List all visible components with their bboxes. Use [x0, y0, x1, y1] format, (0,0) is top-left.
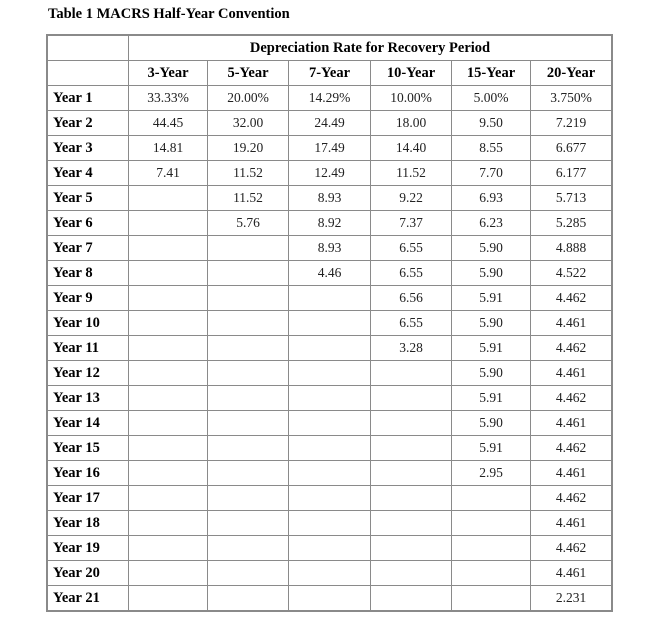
- rate-cell: 10.00%: [371, 86, 452, 111]
- column-header: 3-Year: [129, 61, 208, 86]
- table-row: [48, 286, 612, 311]
- rate-cell: 17.49: [289, 136, 371, 161]
- rate-cell: [452, 486, 531, 511]
- row-label: Year 2: [48, 111, 129, 136]
- rate-cell: 9.22: [371, 186, 452, 211]
- table-row: [48, 261, 612, 286]
- rate-cell: 6.55: [371, 261, 452, 286]
- rate-cell: [289, 561, 371, 586]
- rate-cell: 6.56: [371, 286, 452, 311]
- rate-cell: 4.462: [531, 436, 612, 461]
- rate-cell: 5.90: [452, 236, 531, 261]
- row-label: Year 14: [48, 411, 129, 436]
- rate-cell: [129, 586, 208, 611]
- rate-cell: [208, 586, 289, 611]
- column-header-row: [48, 61, 612, 86]
- rate-cell: [452, 536, 531, 561]
- table-title: Table 1 MACRS Half-Year Convention: [48, 6, 290, 22]
- rate-cell: 4.461: [531, 311, 612, 336]
- rate-cell: 11.52: [208, 186, 289, 211]
- table-row: [48, 161, 612, 186]
- table-row: [48, 461, 612, 486]
- rate-cell: 8.93: [289, 236, 371, 261]
- row-label: Year 9: [48, 286, 129, 311]
- rate-cell: 5.76: [208, 211, 289, 236]
- rate-cell: 44.45: [129, 111, 208, 136]
- rate-cell: [129, 186, 208, 211]
- rate-cell: [289, 536, 371, 561]
- table-row: [48, 436, 612, 461]
- rate-cell: [371, 511, 452, 536]
- rate-cell: [452, 586, 531, 611]
- row-label: Year 13: [48, 386, 129, 411]
- rate-cell: [371, 486, 452, 511]
- rate-cell: 6.93: [452, 186, 531, 211]
- row-label: Year 3: [48, 136, 129, 161]
- rate-cell: [371, 411, 452, 436]
- rate-cell: [371, 361, 452, 386]
- row-label: Year 16: [48, 461, 129, 486]
- row-label: Year 18: [48, 511, 129, 536]
- rate-cell: [129, 261, 208, 286]
- column-header: 20-Year: [531, 61, 612, 86]
- row-label: Year 8: [48, 261, 129, 286]
- rate-cell: [289, 411, 371, 436]
- corner-cell: [48, 36, 129, 61]
- table-row: [48, 211, 612, 236]
- rate-cell: 8.93: [289, 186, 371, 211]
- rate-cell: [129, 336, 208, 361]
- column-header: 7-Year: [289, 61, 371, 86]
- rate-cell: 4.461: [531, 411, 612, 436]
- rate-cell: [129, 561, 208, 586]
- rate-cell: [371, 386, 452, 411]
- rate-cell: [208, 336, 289, 361]
- rate-cell: 5.285: [531, 211, 612, 236]
- rate-cell: [371, 536, 452, 561]
- rate-cell: 5.90: [452, 411, 531, 436]
- table-row: [48, 336, 612, 361]
- row-label: Year 4: [48, 161, 129, 186]
- rate-cell: [208, 411, 289, 436]
- rate-cell: [371, 461, 452, 486]
- row-label: Year 17: [48, 486, 129, 511]
- rate-cell: 5.91: [452, 286, 531, 311]
- group-header-row: [48, 36, 612, 61]
- row-label: Year 7: [48, 236, 129, 261]
- rate-cell: 12.49: [289, 161, 371, 186]
- rate-cell: [289, 586, 371, 611]
- rate-cell: 2.231: [531, 586, 612, 611]
- rate-cell: 6.677: [531, 136, 612, 161]
- rate-cell: [208, 536, 289, 561]
- rate-cell: [371, 561, 452, 586]
- table-row: [48, 511, 612, 536]
- row-label: Year 1: [48, 86, 129, 111]
- rate-cell: 4.522: [531, 261, 612, 286]
- rate-cell: [289, 336, 371, 361]
- rate-cell: [289, 286, 371, 311]
- table-row: [48, 486, 612, 511]
- rate-cell: [289, 311, 371, 336]
- rate-cell: 33.33%: [129, 86, 208, 111]
- rate-cell: 4.46: [289, 261, 371, 286]
- rate-cell: 6.23: [452, 211, 531, 236]
- rate-cell: [208, 561, 289, 586]
- rate-cell: [208, 461, 289, 486]
- rate-cell: 8.92: [289, 211, 371, 236]
- rate-cell: [129, 536, 208, 561]
- rate-cell: [208, 361, 289, 386]
- rate-cell: [129, 486, 208, 511]
- rate-cell: [208, 511, 289, 536]
- rate-cell: 2.95: [452, 461, 531, 486]
- rate-cell: [289, 511, 371, 536]
- row-label: Year 12: [48, 361, 129, 386]
- table-row: [48, 111, 612, 136]
- table-row: [48, 86, 612, 111]
- rate-cell: 14.29%: [289, 86, 371, 111]
- rate-cell: [129, 436, 208, 461]
- rate-cell: 4.462: [531, 286, 612, 311]
- rate-cell: 4.462: [531, 486, 612, 511]
- rate-cell: [371, 436, 452, 461]
- rate-cell: [208, 386, 289, 411]
- rate-cell: 4.461: [531, 511, 612, 536]
- rate-cell: 3.750%: [531, 86, 612, 111]
- table-row: [48, 586, 612, 611]
- rate-cell: [129, 286, 208, 311]
- column-header: 5-Year: [208, 61, 289, 86]
- rate-cell: 7.37: [371, 211, 452, 236]
- rate-cell: 4.461: [531, 461, 612, 486]
- rate-cell: [129, 311, 208, 336]
- rate-cell: [208, 286, 289, 311]
- rate-cell: 5.91: [452, 436, 531, 461]
- table-row: [48, 311, 612, 336]
- table-row: [48, 411, 612, 436]
- rate-cell: 4.462: [531, 536, 612, 561]
- rate-cell: 6.177: [531, 161, 612, 186]
- column-header: 15-Year: [452, 61, 531, 86]
- rate-cell: [371, 586, 452, 611]
- macrs-table: [47, 35, 612, 611]
- rate-cell: 7.41: [129, 161, 208, 186]
- rate-cell: [208, 236, 289, 261]
- rate-cell: [129, 511, 208, 536]
- rate-cell: 18.00: [371, 111, 452, 136]
- rate-cell: [129, 461, 208, 486]
- row-label: Year 15: [48, 436, 129, 461]
- rate-cell: 5.91: [452, 336, 531, 361]
- corner-cell: [48, 61, 129, 86]
- rate-cell: 11.52: [371, 161, 452, 186]
- group-header: Depreciation Rate for Recovery Period: [129, 36, 612, 61]
- row-label: Year 20: [48, 561, 129, 586]
- rate-cell: [289, 436, 371, 461]
- rate-cell: 4.461: [531, 361, 612, 386]
- rate-cell: [208, 261, 289, 286]
- rate-cell: 3.28: [371, 336, 452, 361]
- rate-cell: [129, 211, 208, 236]
- rate-cell: 9.50: [452, 111, 531, 136]
- rate-cell: 11.52: [208, 161, 289, 186]
- rate-cell: [208, 486, 289, 511]
- rate-cell: [129, 236, 208, 261]
- rate-cell: 5.90: [452, 311, 531, 336]
- rate-cell: 6.55: [371, 311, 452, 336]
- rate-cell: 5.90: [452, 261, 531, 286]
- rate-cell: [129, 361, 208, 386]
- table-row: [48, 386, 612, 411]
- rate-cell: [452, 561, 531, 586]
- rate-cell: 5.91: [452, 386, 531, 411]
- rate-cell: 32.00: [208, 111, 289, 136]
- rate-cell: [289, 361, 371, 386]
- rate-cell: [129, 386, 208, 411]
- rate-cell: [289, 461, 371, 486]
- rate-cell: 5.00%: [452, 86, 531, 111]
- rate-cell: 7.219: [531, 111, 612, 136]
- row-label: Year 5: [48, 186, 129, 211]
- rate-cell: [129, 411, 208, 436]
- row-label: Year 21: [48, 586, 129, 611]
- rate-cell: 8.55: [452, 136, 531, 161]
- rate-cell: 24.49: [289, 111, 371, 136]
- rate-cell: [452, 511, 531, 536]
- rate-cell: [289, 486, 371, 511]
- table-row: [48, 561, 612, 586]
- rate-cell: 4.888: [531, 236, 612, 261]
- column-header: 10-Year: [371, 61, 452, 86]
- rate-cell: 4.462: [531, 336, 612, 361]
- table-row: [48, 186, 612, 211]
- rate-cell: [208, 436, 289, 461]
- rate-cell: 6.55: [371, 236, 452, 261]
- rate-cell: 14.81: [129, 136, 208, 161]
- rate-cell: 14.40: [371, 136, 452, 161]
- table-row: [48, 236, 612, 261]
- rate-cell: [289, 386, 371, 411]
- rate-cell: 5.713: [531, 186, 612, 211]
- row-label: Year 11: [48, 336, 129, 361]
- rate-cell: 4.461: [531, 561, 612, 586]
- rate-cell: [208, 311, 289, 336]
- table-row: [48, 136, 612, 161]
- row-label: Year 10: [48, 311, 129, 336]
- rate-cell: 4.462: [531, 386, 612, 411]
- rate-cell: 5.90: [452, 361, 531, 386]
- row-label: Year 19: [48, 536, 129, 561]
- rate-cell: 7.70: [452, 161, 531, 186]
- rate-cell: 20.00%: [208, 86, 289, 111]
- row-label: Year 6: [48, 211, 129, 236]
- table-row: [48, 361, 612, 386]
- rate-cell: 19.20: [208, 136, 289, 161]
- table-row: [48, 536, 612, 561]
